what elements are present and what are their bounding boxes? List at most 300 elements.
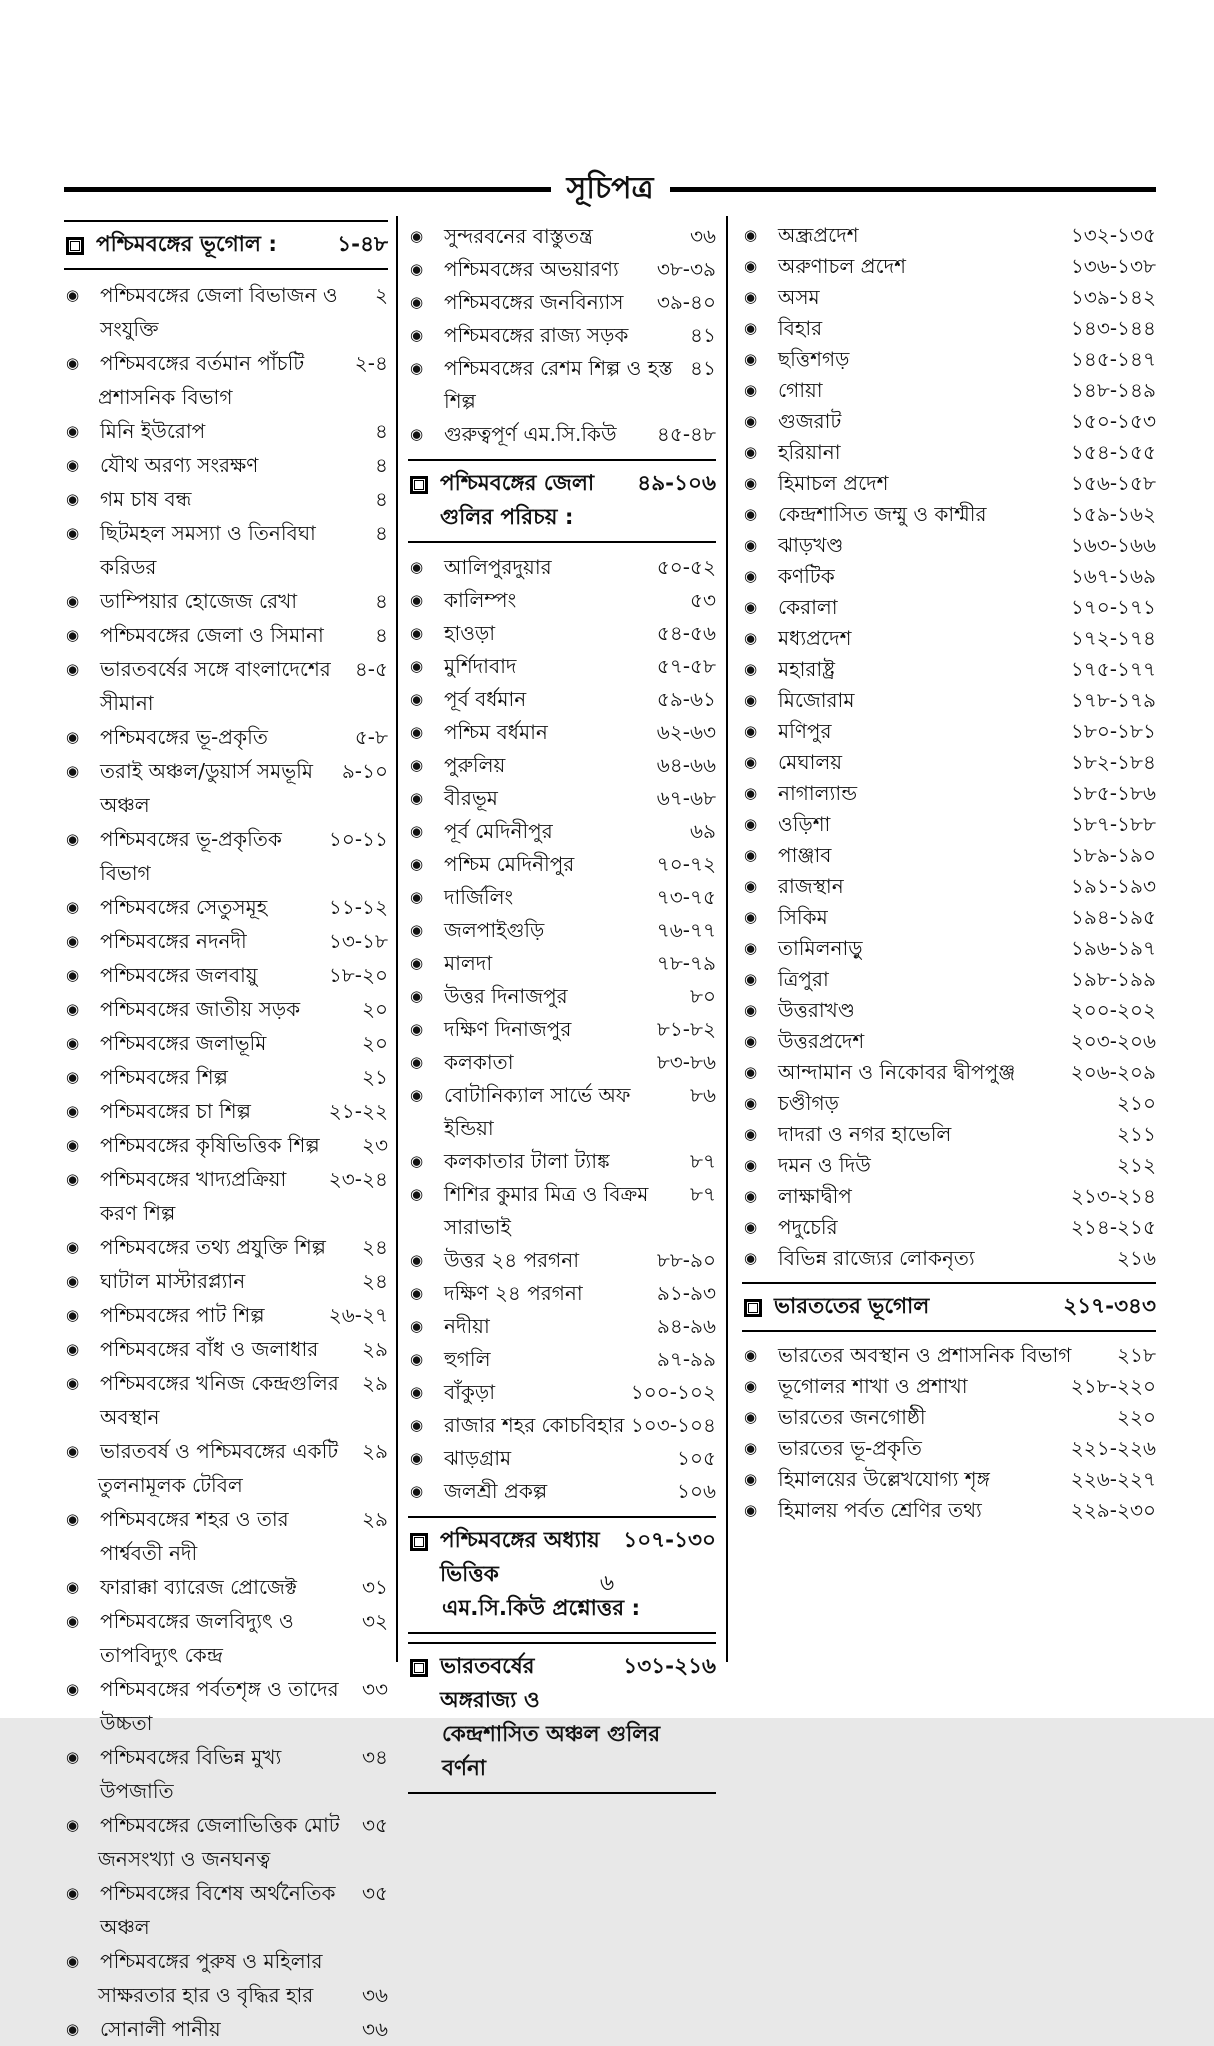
toc-entry: [742, 313, 1156, 344]
toc-entry: [408, 551, 716, 584]
entry-title: পশ্চিমবঙ্গের নদনদী: [100, 929, 247, 953]
page-range: ২১-২২: [328, 1099, 388, 1123]
toc-entry: [742, 747, 1156, 778]
entry-title: তুলনামূলক টেবিল: [98, 1473, 243, 1497]
title-rule-left: [64, 187, 551, 192]
bullet-icon: ◉: [410, 293, 424, 311]
toc-entry: [742, 1181, 1156, 1212]
toc-row: [742, 561, 1156, 592]
page-range: ৮৭: [690, 1149, 716, 1173]
page-range: ১৩২-১৩৫: [1070, 223, 1156, 247]
page-range: ২২০: [1116, 1405, 1156, 1429]
page-range: ৮১-৮২: [656, 1017, 716, 1041]
bullet-icon: ◉: [410, 855, 424, 873]
entry-title: মিনি ইউরোপ: [100, 419, 206, 443]
toc-entry: [742, 592, 1156, 623]
entry-title: পশ্চিমবঙ্গের জলবিদ্যুৎ ও তাপবিদ্যুৎ কেন্দ্র: [100, 1609, 294, 1667]
toc-row: [64, 1366, 388, 1434]
page-range: ১০৭-১৩০: [623, 1528, 716, 1553]
toc-row: [64, 1230, 388, 1264]
toc-row: [408, 782, 716, 815]
entry-title: অরুণাচল প্রদেশ: [778, 254, 906, 278]
toc-row: [64, 1026, 388, 1060]
entry-title: ভারতের জনগোষ্ঠী: [778, 1405, 926, 1429]
entry-title: হুগলি: [444, 1347, 491, 1371]
toc-entry: [64, 652, 388, 720]
toc-row: [742, 840, 1156, 871]
bullet-icon: ◉: [744, 1001, 758, 1019]
entry-title: পশ্চিমবঙ্গের ভূ-প্রকৃতি: [100, 725, 268, 749]
toc-entry: [64, 1434, 388, 1502]
toc-entry: [64, 1808, 388, 1876]
toc-entry: [64, 1230, 388, 1264]
entry-title: পশ্চিমবঙ্গের কৃষিভিত্তিক শিল্প: [100, 1133, 320, 1157]
bullet-icon: ◉: [744, 753, 758, 771]
toc-entry: [64, 1944, 388, 2012]
entry-title: কণটিক: [778, 564, 835, 588]
toc-entry: [408, 1343, 716, 1376]
toc-entry: [742, 871, 1156, 902]
toc-entry: [64, 1876, 388, 1944]
bullet-icon: ◉: [744, 1470, 758, 1488]
section-title: ভারততের ভূগোল: [774, 1294, 930, 1319]
toc-row: [742, 1088, 1156, 1119]
page-range: ১৫৯-১৬২: [1070, 502, 1156, 526]
entry-title: রাজস্থান: [778, 874, 844, 898]
toc-entry: [64, 1332, 388, 1366]
toc-entry: [742, 1088, 1156, 1119]
bullet-icon: ◉: [410, 260, 424, 278]
bullet-icon: ◉: [410, 987, 424, 1005]
toc-column-1: [64, 216, 398, 2041]
toc-entry: [742, 251, 1156, 282]
entry-title: পূর্ব মেদিনীপুর: [444, 819, 553, 843]
toc-entry: [742, 809, 1156, 840]
page-range: ৪৯-১০৬: [637, 471, 716, 496]
toc-row: [64, 754, 388, 822]
entry-title: ভারতের ভূ-প্রকৃতি: [778, 1436, 922, 1460]
toc-column-3: [728, 216, 1156, 1662]
toc-entry: [408, 1079, 716, 1145]
entry-title: পশ্চিমবঙ্গের জেলাভিত্তিক মোট: [100, 1813, 340, 1837]
page-range: ১৭৫-১৭৭: [1070, 657, 1156, 681]
page-range: ৩৮-৩৯: [656, 257, 716, 281]
toc-entry: [64, 414, 388, 448]
bullet-icon: ◉: [66, 1340, 80, 1358]
toc-entry: [408, 319, 716, 352]
toc-row: [64, 482, 388, 516]
entry-title: দক্ষিণ ২৪ পরগনা: [444, 1281, 583, 1305]
page-range: ২৯: [362, 1507, 388, 1531]
toc-row: [742, 375, 1156, 406]
toc-row: [408, 881, 716, 914]
bullet-icon: ◉: [66, 1680, 80, 1698]
entry-title: আন্দামান ও নিকোবর দ্বীপপুঞ্জ: [778, 1060, 1016, 1084]
bullet-icon: ◉: [744, 288, 758, 306]
section-title: ভারতবর্ষের অঙ্গরাজ্য ও: [440, 1654, 540, 1713]
page-range: ৮৭: [690, 1182, 716, 1206]
page-range: ২০৩-২০৬: [1070, 1029, 1156, 1053]
toc-row: [742, 964, 1156, 995]
entry-title: ডাম্পিয়ার হোজেজ রেখা: [100, 589, 298, 613]
page-range: ২১২: [1117, 1153, 1156, 1177]
entry-title: পশ্চিমবঙ্গের বর্তমান পাঁচটি: [100, 351, 305, 375]
page-range: ৪১: [690, 356, 716, 380]
toc-entry: [64, 720, 388, 754]
toc-entry: [64, 1060, 388, 1094]
entry-title: ঘাটাল মাস্টারপ্ল্যান: [100, 1269, 246, 1293]
bullet-icon: ◉: [410, 954, 424, 972]
toc-row: [742, 716, 1156, 747]
page-range: ১০৩-১০৪: [630, 1413, 716, 1437]
entry-title: কেন্দ্রশাসিত জম্মু ও কাশ্মীর: [778, 502, 987, 526]
toc-entry: [408, 815, 716, 848]
toc-row: [742, 1181, 1156, 1212]
toc-row: [742, 871, 1156, 902]
toc-row: [742, 685, 1156, 716]
entry-title: ছত্তিশগড়: [778, 347, 850, 371]
page-range: ১৮৯-১৯০: [1070, 843, 1156, 867]
bullet-icon: ◉: [66, 830, 80, 848]
toc-entry: [408, 1475, 716, 1508]
toc-entry: [64, 1264, 388, 1298]
bullet-icon: ◉: [410, 1482, 424, 1500]
page-range: ৩৬: [361, 1983, 388, 2007]
section-box-icon: [410, 1659, 428, 1677]
toc-entry: [408, 584, 716, 617]
bullet-icon: ◉: [744, 1249, 758, 1267]
bullet-icon: ◉: [744, 629, 758, 647]
toc-row: [742, 747, 1156, 778]
toc-row: [64, 1502, 388, 1570]
bullet-icon: ◉: [66, 966, 80, 984]
toc-row: [742, 933, 1156, 964]
toc-entry: [742, 1433, 1156, 1464]
bullet-icon: ◉: [66, 1034, 80, 1052]
page-range: ২১৮-২২০: [1070, 1374, 1156, 1398]
toc-row: [742, 592, 1156, 623]
bullet-icon: ◉: [744, 970, 758, 988]
bullet-icon: ◉: [66, 524, 80, 542]
toc-row: [64, 1672, 388, 1740]
toc-row: [408, 848, 716, 881]
page-range: ২৯: [362, 1337, 388, 1361]
toc-row: [408, 617, 716, 650]
toc-columns: [64, 216, 1156, 2041]
entry-title: রাজার শহর কোচবিহার: [444, 1413, 625, 1437]
toc-entry: [64, 516, 388, 584]
page-range: ১৫৪-১৫৫: [1070, 440, 1156, 464]
toc-row: [64, 1332, 388, 1366]
toc-row: [64, 1876, 388, 1944]
toc-entry: [742, 778, 1156, 809]
section-box-icon: [410, 476, 428, 494]
page-range: ২৬-২৭: [328, 1303, 388, 1327]
page-range: ১৯৬-১৯৭: [1070, 936, 1156, 960]
page-range: ১৪৫-১৪৭: [1070, 347, 1156, 371]
entry-title: আলিপুরদুয়ার: [444, 555, 552, 579]
toc-entry: [408, 650, 716, 683]
entry-title: গুরুত্বপূর্ণ এম.সি.কিউ: [444, 422, 617, 446]
bullet-icon: ◉: [410, 1449, 424, 1467]
page-range: ২২৬-২২৭: [1070, 1467, 1156, 1491]
page-range: ৭৮-৭৯: [656, 951, 716, 975]
bullet-icon: ◉: [66, 490, 80, 508]
page-range: ১৮৭-১৮৮: [1070, 812, 1156, 836]
entry-title: পশ্চিমবঙ্গের জেলা বিভাজন ও সংযুক্তি: [100, 283, 338, 341]
entry-title: পশ্চিমবঙ্গের পুরুষ ও মহিলার: [100, 1949, 323, 1973]
toc-row: [742, 468, 1156, 499]
bullet-icon: ◉: [744, 226, 758, 244]
entry-title: পশ্চিমবঙ্গের সেতুসমূহ: [100, 895, 268, 919]
page-range: ৪: [375, 521, 388, 545]
page-range: ২০: [361, 1031, 388, 1055]
toc-entry: [64, 754, 388, 822]
toc-row: [742, 995, 1156, 1026]
page-range: ১৯৮-১৯৯: [1070, 967, 1156, 991]
toc-row: [742, 220, 1156, 251]
bullet-icon: ◉: [744, 536, 758, 554]
page-range: ১৮৫-১৮৬: [1070, 781, 1156, 805]
toc-row: [64, 1264, 388, 1298]
toc-entry: [408, 617, 716, 650]
toc-section-header: [408, 459, 716, 543]
bullet-icon: ◉: [744, 1125, 758, 1143]
bullet-icon: ◉: [744, 1501, 758, 1519]
page-range: ৪: [375, 623, 388, 647]
bullet-icon: ◉: [410, 756, 424, 774]
entry-title: পশ্চিমবঙ্গের জেলা ও সিমানা: [100, 623, 324, 647]
toc-row: [742, 1290, 1156, 1324]
entry-title: সাক্ষরতার হার ও বৃদ্ধির হার: [98, 1983, 314, 2007]
entry-title: পদুচেরি: [778, 1215, 838, 1239]
toc-row: [64, 1740, 388, 1808]
bullet-icon: ◉: [744, 567, 758, 585]
entry-title: পূর্ব বর্ধমান: [444, 687, 527, 711]
toc-entry: [742, 902, 1156, 933]
toc-entry: [408, 782, 716, 815]
page-range: ৪: [375, 453, 388, 477]
page-range: ২৩: [361, 1133, 388, 1157]
bullet-icon: ◉: [410, 558, 424, 576]
toc-section-header: [64, 220, 388, 270]
page-range: ১৮০-১৮১: [1070, 719, 1156, 743]
entry-title: নাগাল্যান্ড: [778, 781, 858, 805]
entry-title: পশ্চিমবঙ্গের বিভিন্ন মুখ্য উপজাতি: [100, 1745, 282, 1803]
entry-title: ভূগোলর শাখা ও প্রশাখা: [778, 1374, 968, 1398]
toc-row: [742, 902, 1156, 933]
page-range: ৮৩-৮৬: [656, 1050, 716, 1074]
page-range: ১৩৬-১৩৮: [1070, 254, 1156, 278]
page-range: ৯-১০: [341, 759, 388, 783]
entry-title: বিভিন্ন রাজ্যের লোকনৃত্য: [778, 1246, 975, 1270]
entry-title: দমন ও দিউ: [778, 1153, 871, 1177]
toc-row: [742, 1243, 1156, 1274]
toc-entry: [408, 253, 716, 286]
entry-title: মালদা: [444, 951, 493, 975]
bullet-icon: ◉: [66, 1272, 80, 1290]
toc-row: [64, 1060, 388, 1094]
toc-entry: [742, 406, 1156, 437]
toc-row: [408, 1718, 716, 1786]
toc-row: [408, 1310, 716, 1343]
bullet-icon: ◉: [744, 1094, 758, 1112]
bullet-icon: ◉: [66, 762, 80, 780]
bullet-icon: ◉: [410, 1284, 424, 1302]
toc-entry: [408, 286, 716, 319]
bullet-icon: ◉: [744, 1218, 758, 1236]
toc-entry: [64, 1502, 388, 1570]
entry-title: দাদরা ও নগর হাভেলি: [778, 1122, 952, 1146]
bullet-icon: ◉: [410, 1020, 424, 1038]
toc-entry: [64, 482, 388, 516]
entry-title: ঝাড়গ্রাম: [444, 1446, 512, 1470]
page-range: ৬২-৬৩: [656, 720, 716, 744]
toc-entry: [408, 1409, 716, 1442]
toc-row: [742, 1495, 1156, 1526]
bullet-icon: ◉: [66, 1884, 80, 1902]
bullet-icon: ◉: [410, 822, 424, 840]
toc-row: [742, 313, 1156, 344]
page-range: ১৪৩-১৪৪: [1070, 316, 1156, 340]
toc-row: [408, 1046, 716, 1079]
toc-column-2: [398, 216, 728, 1781]
page-range: ২১: [362, 1065, 388, 1089]
page-range: ২: [374, 283, 388, 307]
toc-row: [64, 652, 388, 720]
page-range: ৫৪-৫৬: [656, 621, 716, 645]
toc-row: [408, 1475, 716, 1508]
bullet-icon: ◉: [66, 660, 80, 678]
toc-entry: [64, 1162, 388, 1230]
entry-title: তরাই অঞ্চল/ডুয়ার্স সমভূমি অঞ্চল: [100, 759, 313, 817]
toc-entry: [64, 890, 388, 924]
toc-entry: [742, 282, 1156, 313]
toc-row: [742, 1464, 1156, 1495]
entry-title: ছিটমহল সমস্যা ও তিনবিঘা করিডর: [100, 521, 316, 579]
entry-title: পশ্চিমবঙ্গের পর্বতশৃঙ্গ ও তাদের উচ্চতা: [100, 1677, 339, 1735]
bullet-icon: ◉: [410, 591, 424, 609]
section-box-icon: [410, 1533, 428, 1551]
bullet-icon: ◉: [66, 354, 80, 372]
toc-entry: [408, 1376, 716, 1409]
page-range: ১৩-১৮: [328, 929, 388, 953]
page-range: ১৭০-১৭১: [1070, 595, 1156, 619]
toc-entry: [64, 924, 388, 958]
toc-entry: [408, 1244, 716, 1277]
page-range: ৯১-৯৩: [656, 1281, 716, 1305]
bullet-icon: ◉: [744, 908, 758, 926]
toc-row: [742, 623, 1156, 654]
toc-row: [408, 319, 716, 352]
bullet-icon: ◉: [744, 877, 758, 895]
toc-entry: [408, 749, 716, 782]
page-range: ১৬৭-১৬৯: [1070, 564, 1156, 588]
toc-row: [64, 228, 388, 262]
bullet-icon: ◉: [410, 624, 424, 642]
entry-title: জনসংখ্যা ও জনঘনত্ব: [98, 1847, 271, 1871]
toc-row: [408, 253, 716, 286]
entry-title: গম চাষ বন্ধ: [100, 487, 192, 511]
toc-entry: [742, 344, 1156, 375]
entry-title: জলশ্রী প্রকল্প: [444, 1479, 548, 1503]
toc-row: [64, 346, 388, 380]
toc-entry: [64, 1604, 388, 1672]
toc-row: [742, 1212, 1156, 1243]
bullet-icon: ◉: [744, 939, 758, 957]
toc-entry: [64, 346, 388, 414]
toc-entry: [408, 848, 716, 881]
toc-row: [742, 1433, 1156, 1464]
bullet-icon: ◉: [410, 359, 424, 377]
entry-title: কেরালা: [778, 595, 838, 619]
toc-entry: [408, 881, 716, 914]
toc-row: [408, 749, 716, 782]
toc-row: [64, 1978, 388, 2012]
entry-title: উত্তরাখণ্ড: [778, 998, 855, 1022]
page-range: ১৪৮-১৪৯: [1070, 378, 1156, 402]
entry-title: হিমালয়ের উল্লেখযোগ্য শৃঙ্গ: [778, 1467, 990, 1491]
bullet-icon: ◉: [66, 286, 80, 304]
page-range: ২১৮: [1117, 1343, 1156, 1367]
entry-title: উত্তর ২৪ পরগনা: [444, 1248, 580, 1272]
entry-title: ত্রিপুরা: [778, 967, 829, 991]
entry-title: পুরুলিয়: [444, 753, 506, 777]
toc-section-header: [408, 1642, 716, 1794]
page-range: ৪: [375, 487, 388, 511]
toc-entry: [408, 947, 716, 980]
entry-title: পশ্চিমবঙ্গের বাঁধ ও জলাধার: [100, 1337, 319, 1361]
page-range: ৫-৮: [354, 725, 388, 749]
toc-entry: [64, 278, 388, 346]
bullet-icon: ◉: [410, 326, 424, 344]
toc-row: [64, 414, 388, 448]
bullet-icon: ◉: [66, 1612, 80, 1630]
bullet-icon: ◉: [66, 1068, 80, 1086]
bullet-icon: ◉: [410, 1317, 424, 1335]
bullet-icon: ◉: [66, 1136, 80, 1154]
bullet-icon: ◉: [66, 626, 80, 644]
entry-title: দার্জিলিং: [444, 885, 514, 909]
entry-title: কালিম্পং: [444, 588, 517, 612]
page-range: ৪: [375, 589, 388, 613]
entry-title: যৌথ অরণ্য সংরক্ষণ: [100, 453, 259, 477]
page-range: ১০৫: [677, 1446, 716, 1470]
toc-entry: [742, 1371, 1156, 1402]
page-range: ১৩১-২১৬: [623, 1654, 716, 1679]
toc-row: [742, 809, 1156, 840]
toc-row: [64, 2012, 388, 2046]
page-range: ২৯: [362, 1439, 388, 1463]
page-range: ২১১: [1117, 1122, 1156, 1146]
entry-title: গুজরাট: [778, 409, 842, 433]
page-range: ২৩-২৪: [328, 1167, 388, 1191]
entry-title: পশ্চিমবঙ্গের রেশম শিল্প ও হস্ত শিল্প: [444, 356, 673, 413]
toc-row: [64, 1434, 388, 1468]
entry-title: পশ্চিমবঙ্গের খনিজ কেন্দ্রগুলির অবস্থান: [100, 1371, 339, 1429]
toc-row: [64, 1298, 388, 1332]
entry-title: পশ্চিমবঙ্গের বিশেষ অর্থনৈতিক অঞ্চল: [100, 1881, 336, 1939]
bullet-icon: ◉: [410, 1383, 424, 1401]
bullet-icon: ◉: [744, 660, 758, 678]
toc-row: [742, 251, 1156, 282]
entry-title: ভারতের অবস্থান ও প্রশাসনিক বিভাগ: [778, 1343, 1072, 1367]
bullet-icon: ◉: [66, 422, 80, 440]
section-box-icon: [744, 1299, 762, 1317]
bullet-icon: ◉: [66, 456, 80, 474]
page-range: ১৮২-১৮৪: [1070, 750, 1156, 774]
entry-title: হাওড়া: [444, 621, 496, 645]
